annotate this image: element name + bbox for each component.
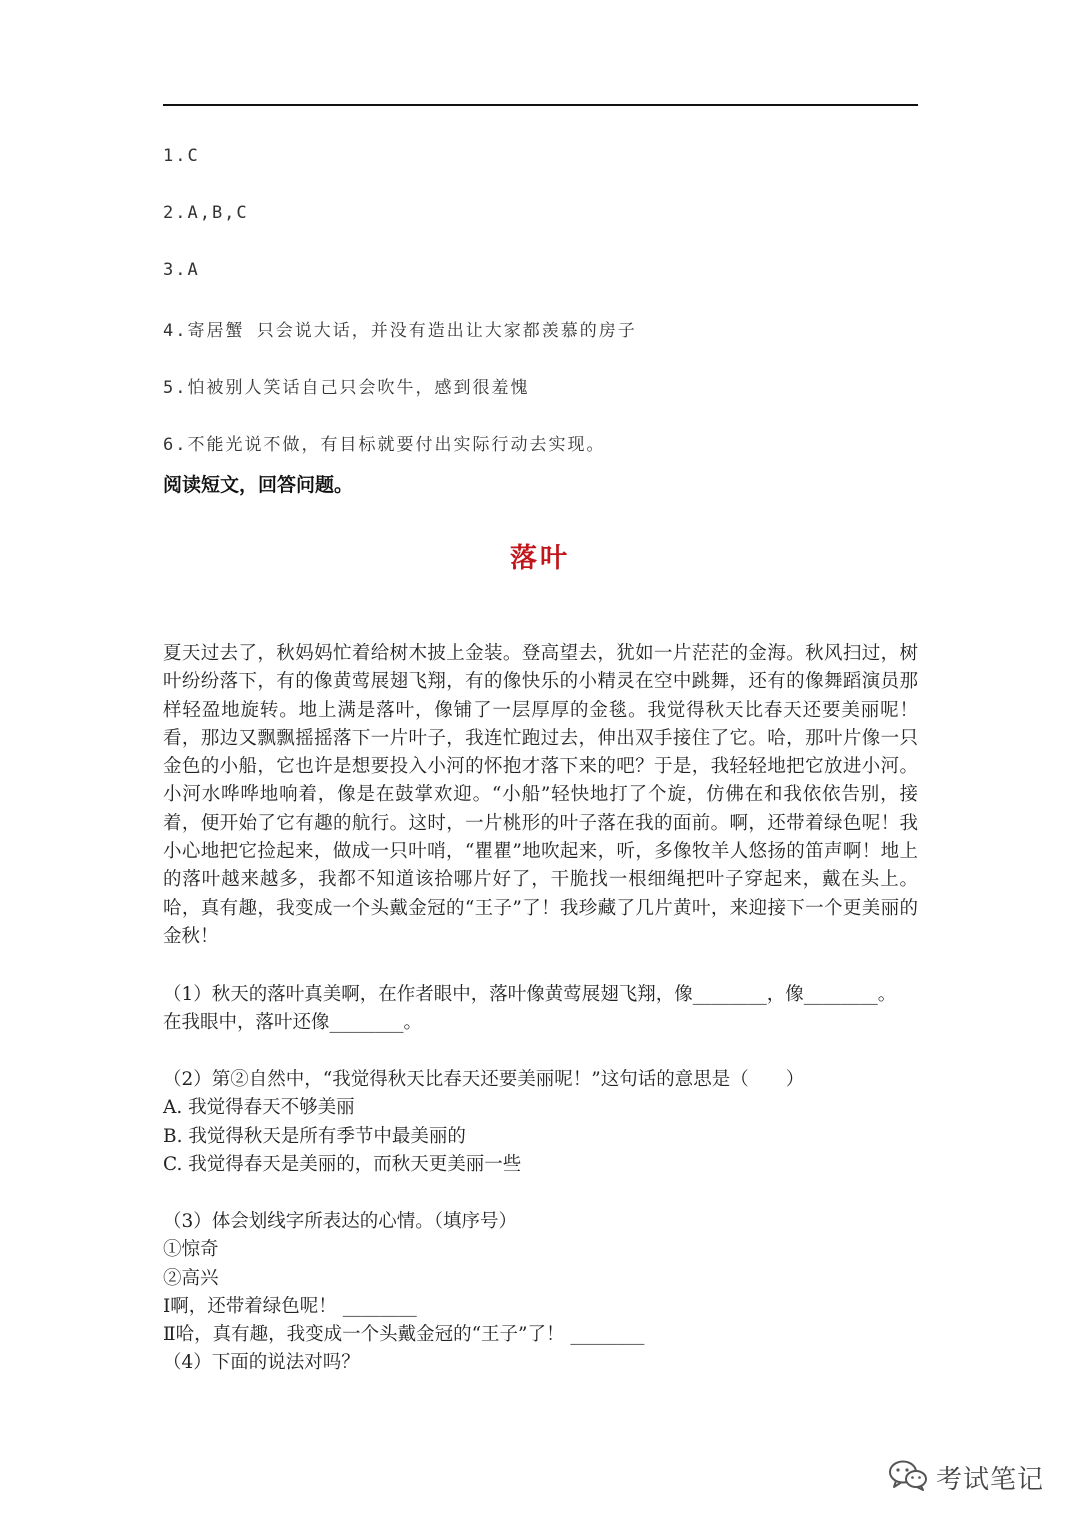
watermark xyxy=(888,1455,1044,1499)
question-3-item-2: Ⅱ哈，真有趣，我变成一个头戴金冠的“王子”了！ ________ xyxy=(163,1324,645,1346)
question-3-choice-1: ①惊奇 xyxy=(163,1239,219,1261)
reading-instruction: 阅读短文，回答问题。 xyxy=(163,474,354,496)
question-2-option-b: B. 我觉得秋天是所有季节中最美丽的 xyxy=(163,1125,466,1147)
answer-4: 4.寄居蟹 只会说大话，并没有造出让大家都羡慕的房子 xyxy=(163,321,637,341)
question-1-line-1: （1）秋天的落叶真美啊，在作者眼中，落叶像黄莺展翅飞翔，像________，像________。 xyxy=(163,984,897,1005)
question-1-line-2: 在我眼中，落叶还像________。 xyxy=(163,1012,423,1034)
answer-3: 3.A xyxy=(163,260,200,280)
watermark-text: 考试笔记 xyxy=(936,1464,1045,1495)
question-2 xyxy=(163,1066,923,1179)
question-2-option-c: C. 我觉得春天是美丽的，而秋天更美丽一些 xyxy=(163,1153,522,1175)
wechat-icon xyxy=(888,1458,928,1496)
header-rule xyxy=(163,104,918,106)
question-3 xyxy=(163,1208,923,1378)
question-2-stem: （2）第②自然中，“我觉得秋天比春天还要美丽呢！”这句话的意思是（ ） xyxy=(163,1069,805,1090)
question-3-stem: （3）体会划线字所表达的心情。（填序号） xyxy=(163,1211,518,1232)
question-2-option-a: A. 我觉得春天不够美丽 xyxy=(163,1097,355,1119)
passage-body: 夏天过去了，秋妈妈忙着给树木披上金装。登高望去，犹如一片茫茫的金海。秋风扫过，树叶纷纷落下，有的像黄莺展翅飞翔，有的像快乐的小精灵在空中跳舞，还有的像舞蹈演员那样轻盈地旋转。地上满是落叶，像铺了一层厚厚的金毯。我觉得秋天比春天还要美丽呢！看，那边又飘飘摇摇落下一片叶子，我连忙跑过去，伸出双手接住了它。哈，那叶片像一只金色的小船，它也许是想要投入小河的怀抱才落下来的吧？于是，我轻轻地把它放进小河。小河水哗哗地响着，像是在鼓掌欢迎。“小船”轻快地打了个旋，仿佛在和我依依告别，接着，便开始了它有趣的航行。这时，一片桃形的叶子落在我的面前。啊，还带着绿色呢！我小心地把它捡起来，做成一只叶哨，“瞿瞿”地吹起来，听，多像牧羊人悠扬的笛声啊！地上的落叶越来越多，我都不知道该拾哪片好了，干脆找一根细绳把叶子穿起来，戴在头上。哈，真有趣，我变成一个头戴金冠的“王子”了！我珍藏了几片黄叶，来迎接下一个更美丽的金秋！ xyxy=(163,643,918,947)
answer-1: 1.C xyxy=(163,146,200,166)
question-1 xyxy=(163,981,923,1038)
passage-title: 落叶 xyxy=(510,543,570,574)
question-4-stem: （4）下面的说法对吗？ xyxy=(163,1352,360,1374)
question-3-item-1: Ⅰ啊，还带着绿色呢！ ________ xyxy=(163,1295,417,1317)
answer-6: 6.不能光说不做，有目标就要付出实际行动去实现。 xyxy=(163,435,606,455)
answer-5: 5.怕被别人笑话自己只会吹牛，感到很羞愧 xyxy=(163,378,530,398)
answer-2: 2.A,B,C xyxy=(163,203,249,223)
question-3-choice-2: ②高兴 xyxy=(163,1267,219,1289)
